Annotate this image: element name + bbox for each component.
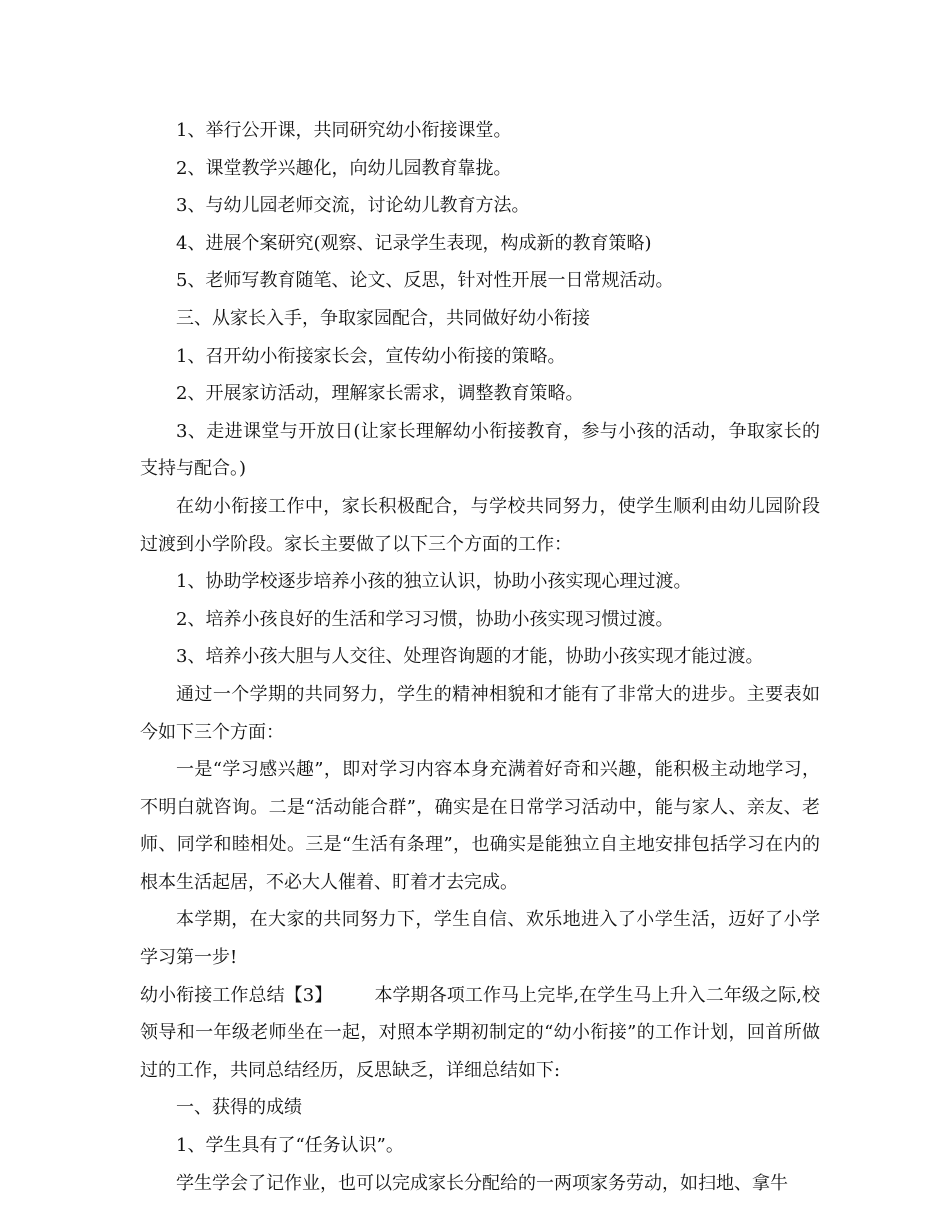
paragraph: 1、召开幼小衔接家长会，宣传幼小衔接的策略。 [176, 345, 566, 367]
document-body [140, 112, 820, 1202]
paragraph: 5、老师写教育随笔、论文、反思，针对性开展一日常规活动。 [176, 270, 674, 292]
paragraph: 3、与幼儿园老师交流，讨论幼儿教育方法。 [176, 195, 530, 217]
paragraph: 通过一个学期的共同努力，学生的精神相貌和才能有了非常大的进步。主要表如今如下三个方面： [140, 683, 820, 743]
paragraph: 4、进展个案研究(观察、记录学生表现，构成新的教育策略) [176, 232, 652, 254]
section-3-body: 本学期各项工作马上完毕,在学生马上升入二年级之际,校领导和一年级老师坐在一起，对照本学期初制定的“幼小衔接”的工作计划，回首所做过的工作，共同总结经历，反思缺乏，详细总结如下: [140, 984, 820, 1081]
paragraph: 1、举行公开课，共同研究幼小衔接课堂。 [176, 120, 512, 141]
section-3-paragraph [140, 977, 820, 1090]
section-3-heading: 幼小衔接工作总结【3】 [140, 984, 333, 1006]
section-heading: 三、从家长入手，争取家园配合，共同做好幼小衔接 [176, 307, 590, 329]
paragraph: 本学期，在大家的共同努力下，学生自信、欢乐地进入了小学生活，迈好了小学学习第一步! [140, 909, 820, 969]
paragraph: 2、培养小孩良好的生活和学习习惯，协助小孩实现习惯过渡。 [176, 608, 674, 630]
paragraph: 一是“学习感兴趣”，即对学习内容本身充满着好奇和兴趣，能积极主动地学习，不明白就咨询。二是“活动能合群”，确实是在日常学习活动中，能与家人、亲友、老师、同学和睦相处。三是“生活有条理”，也确实是能独立自主地安排包括学习在内的根本生活起居，不必大人催着、盯着才去完成。 [140, 759, 820, 893]
paragraph: 学生学会了记作业，也可以完成家长分配给的一两项家务劳动，如扫地、拿牛 [176, 1172, 788, 1194]
section-heading: 一、获得的成绩 [176, 1097, 302, 1119]
paragraph: 2、课堂教学兴趣化，向幼儿园教育靠拢。 [176, 157, 512, 179]
paragraph: 1、学生具有了“任务认识”。 [176, 1135, 404, 1157]
paragraph: 3、培养小孩大胆与人交往、处理咨询题的才能，协助小孩实现才能过渡。 [176, 646, 764, 668]
paragraph: 在幼小衔接工作中，家长积极配合，与学校共同努力，使学生顺利由幼儿园阶段过渡到小学阶段。家长主要做了以下三个方面的工作： [140, 495, 820, 555]
paragraph: 3、走进课堂与开放日(让家长理解幼小衔接教育，参与小孩的活动，争取家长的支持与配合。) [140, 420, 820, 480]
paragraph: 1、协助学校逐步培养小孩的独立认识，协助小孩实现心理过渡。 [176, 571, 692, 593]
paragraph: 2、开展家访活动，理解家长需求，调整教育策略。 [176, 383, 584, 405]
